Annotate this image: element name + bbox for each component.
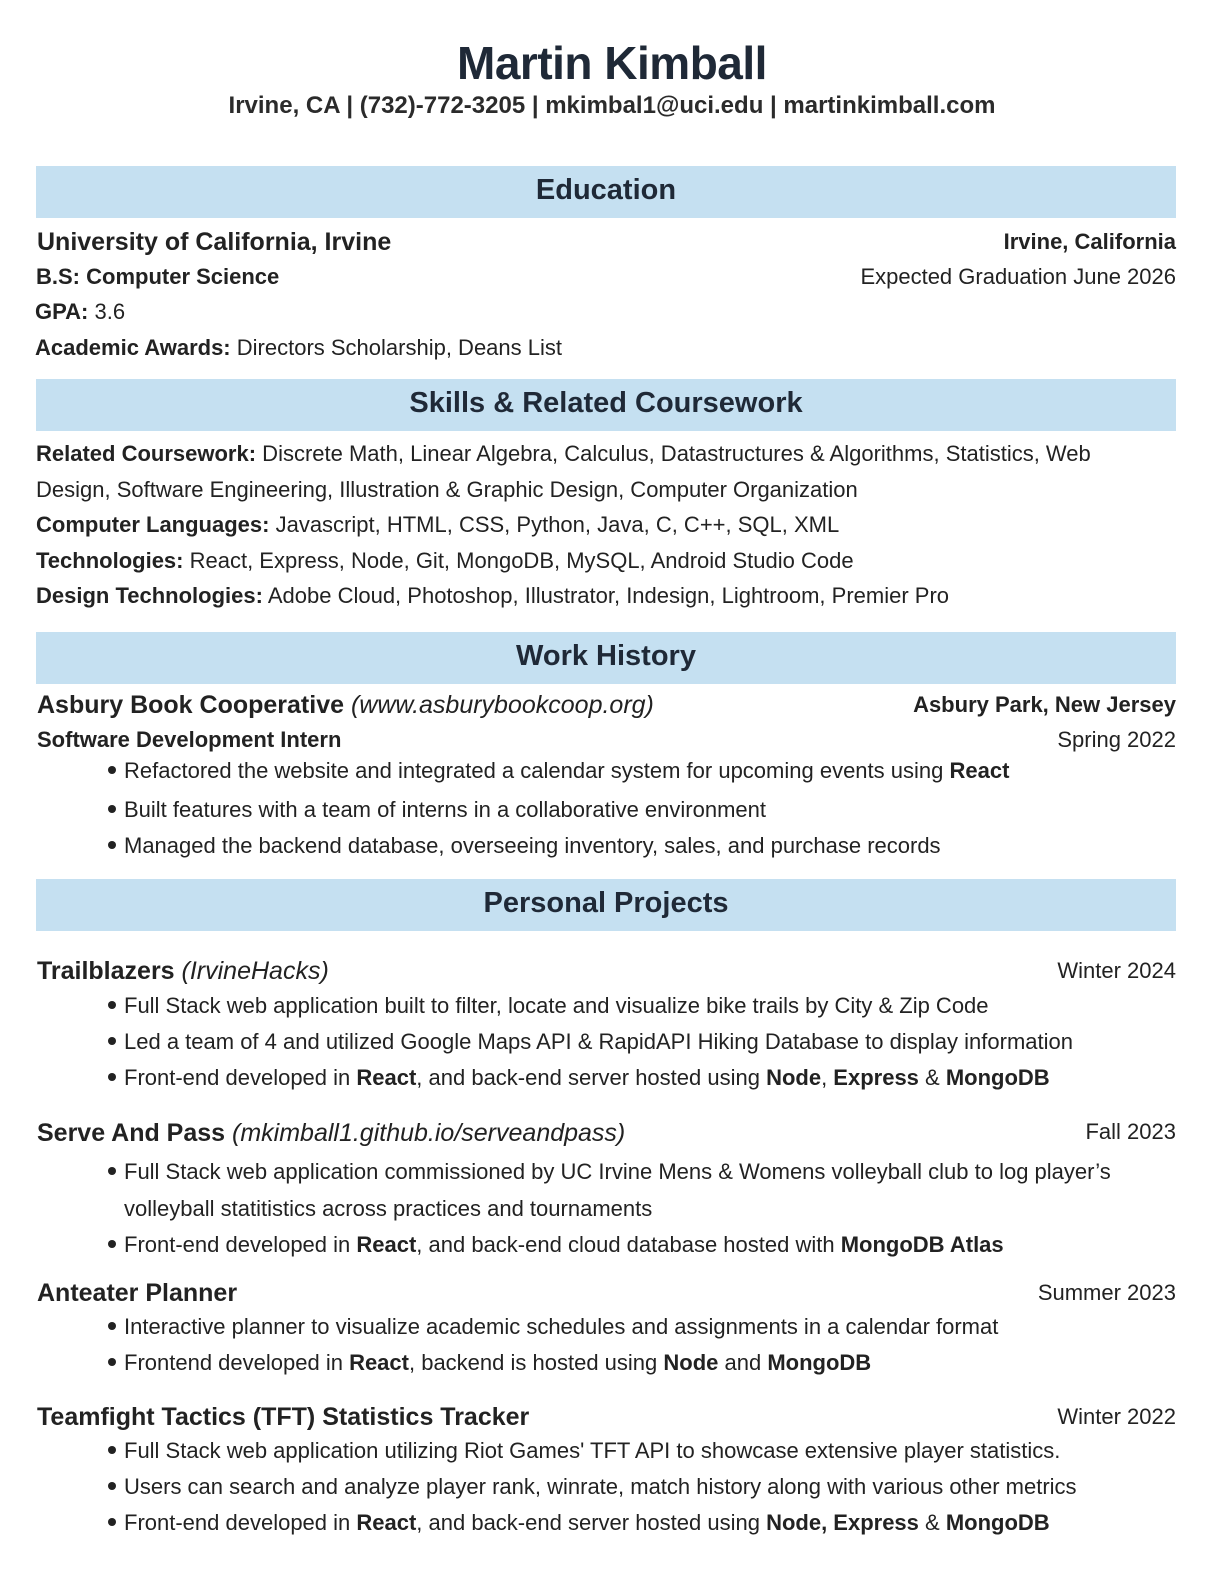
- bullet-text: ,: [821, 1065, 834, 1090]
- project-name: Anteater Planner: [37, 1279, 238, 1307]
- project-date: Fall 2023: [1085, 1119, 1176, 1144]
- bullet-bold: Node: [663, 1350, 719, 1375]
- list-item: [108, 758, 1009, 784]
- technologies-value: React, Express, Node, Git, MongoDB, MySQL, Android Studio Code: [183, 548, 854, 573]
- design-tech-label: Design Technologies:: [36, 583, 263, 608]
- bullet-text: , and back-end server hosted using: [416, 1065, 767, 1090]
- section-title: Education: [535, 174, 677, 206]
- coursework-line-2: Design, Software Engineering, Illustration & Graphic Design, Computer Organization: [36, 477, 858, 502]
- bullet-icon: [108, 1446, 116, 1454]
- section-projects-header: [36, 879, 1176, 931]
- project-name: Trailblazers: [37, 957, 175, 985]
- bullet-text: Front-end developed in: [124, 1065, 357, 1090]
- bullet-text: Interactive planner to visualize academic schedules and assignments in a calendar format: [124, 1314, 999, 1339]
- coursework-value: Discrete Math, Linear Algebra, Calculus, Datastructures & Algorithms, Statistics, Web: [256, 441, 1091, 466]
- bullet-text: Managed the backend database, overseeing inventory, sales, and purchase records: [124, 833, 941, 858]
- project-tag: (IrvineHacks): [181, 957, 329, 985]
- list-item: [108, 1065, 1050, 1091]
- section-title: Skills & Related Coursework: [409, 387, 803, 419]
- bullet-text: Frontend developed in: [124, 1350, 350, 1375]
- project-tag: (mkimball1.github.io/serveandpass): [232, 1119, 626, 1147]
- bullet-bold: MongoDB Atlas: [840, 1232, 1004, 1257]
- list-item: [108, 1029, 1073, 1055]
- bullet-icon: [108, 1240, 116, 1248]
- bullet-bold: MongoDB: [945, 1065, 1050, 1090]
- bullet-text: Led a team of 4 and utilized Google Maps API & RapidAPI Hiking Database to display information: [124, 1029, 1073, 1054]
- bullet-text: , and back-end server hosted using: [416, 1510, 767, 1535]
- job-role: Software Development Intern: [37, 727, 342, 752]
- bullet-text: , and back-end cloud database hosted with: [416, 1232, 841, 1257]
- section-education-header: [36, 166, 1176, 218]
- section-title: Personal Projects: [483, 887, 729, 919]
- coursework-label: Related Coursework:: [36, 441, 257, 466]
- bullet-text: Full Stack web application built to filter, locate and visualize bike trails by City & Zip Code: [124, 993, 989, 1018]
- list-item: [108, 1159, 1111, 1185]
- awards-value: Directors Scholarship, Deans List: [230, 335, 562, 360]
- bullet-text: &: [918, 1510, 946, 1535]
- bullet-icon: [108, 1073, 116, 1081]
- bullet-icon: [108, 1322, 116, 1330]
- project-date: Winter 2022: [1057, 1404, 1176, 1429]
- gpa-label: GPA:: [35, 299, 89, 324]
- bullet-bold: Node: [766, 1065, 822, 1090]
- bullet-icon: [108, 1518, 116, 1526]
- bullet-icon: [108, 1167, 116, 1175]
- languages-line: [36, 512, 839, 538]
- section-work-header: [36, 632, 1176, 684]
- graduation-date: Expected Graduation June 2026: [860, 264, 1176, 289]
- design-tech-value: Adobe Cloud, Photoshop, Illustrator, Indesign, Lightroom, Premier Pro: [262, 583, 950, 608]
- school-location: Irvine, California: [1003, 229, 1176, 254]
- bullet-icon: [108, 1037, 116, 1045]
- project-title: [37, 957, 329, 986]
- section-skills-header: [36, 379, 1176, 431]
- bullet-bold: React: [349, 1350, 409, 1375]
- coursework-line: [36, 441, 1091, 467]
- bullet-icon: [108, 805, 116, 813]
- bullet-bold: Node, Express: [766, 1510, 919, 1535]
- section-title: Work History: [516, 640, 696, 672]
- bullet-text: Front-end developed in: [124, 1232, 357, 1257]
- languages-label: Computer Languages:: [36, 512, 270, 537]
- technologies-line: [36, 548, 854, 574]
- work-location: Asbury Park, New Jersey: [913, 692, 1176, 717]
- list-item: [108, 1438, 1060, 1464]
- bullet-text: Full Stack web application commissioned by UC Irvine Mens & Womens volleyball club to log player’s: [124, 1159, 1111, 1184]
- bullet-icon: [108, 1482, 116, 1490]
- list-item: [108, 797, 766, 823]
- bullet-bold: MongoDB: [945, 1510, 1050, 1535]
- gpa-line: [35, 299, 125, 325]
- bullet-text: Front-end developed in: [124, 1510, 357, 1535]
- bullet-icon: [108, 1358, 116, 1366]
- list-item: [108, 1474, 1077, 1500]
- list-item: [108, 833, 941, 859]
- awards-line: [35, 335, 562, 361]
- bullet-bold: React: [356, 1232, 417, 1257]
- candidate-name: Martin Kimball: [457, 37, 767, 89]
- contact-line: Irvine, CA | (732)-772-3205 | mkimbal1@uci.edu | martinkimball.com: [228, 92, 996, 119]
- bullet-bold: Express: [833, 1065, 919, 1090]
- bullet-text: , backend is hosted using: [408, 1350, 664, 1375]
- list-item: [108, 1350, 871, 1376]
- company-name: Asbury Book Cooperative: [37, 691, 345, 719]
- bullet-bold: React: [356, 1065, 417, 1090]
- company-url: (www.asburybookcoop.org): [350, 691, 654, 719]
- list-item: [108, 1314, 998, 1340]
- list-item: [108, 1510, 1050, 1536]
- list-item: [108, 1232, 1004, 1258]
- bullet-text: &: [918, 1065, 946, 1090]
- list-item: [108, 993, 989, 1019]
- bullet-text: Refactored the website and integrated a calendar system for upcoming events using: [124, 758, 950, 783]
- awards-label: Academic Awards:: [35, 335, 231, 360]
- bullet-text: and: [718, 1350, 768, 1375]
- bullet-icon: [108, 841, 116, 849]
- school-name: University of California, Irvine: [37, 228, 392, 256]
- company-line: [37, 691, 654, 720]
- project-date: Winter 2024: [1057, 958, 1176, 983]
- project-date: Summer 2023: [1037, 1280, 1176, 1305]
- languages-value: Javascript, HTML, CSS, Python, Java, C, C++, SQL, XML: [269, 512, 840, 537]
- technologies-label: Technologies:: [36, 548, 184, 573]
- bullet-icon: [108, 1001, 116, 1009]
- bullet-bold: React: [356, 1510, 417, 1535]
- project-name: Teamfight Tactics (TFT) Statistics Tracker: [37, 1403, 530, 1431]
- bullet-bold: MongoDB: [767, 1350, 872, 1375]
- project-title: [37, 1119, 625, 1148]
- bullet-icon: [108, 766, 116, 774]
- project-name: Serve And Pass: [37, 1119, 226, 1147]
- bullet-bold: React: [949, 758, 1010, 783]
- bullet-text: Built features with a team of interns in a collaborative environment: [124, 797, 766, 822]
- degree: B.S: Computer Science: [36, 264, 280, 289]
- bullet-text: Full Stack web application utilizing Riot Games' TFT API to showcase extensive player statistics.: [124, 1438, 1061, 1463]
- design-tech-line: [36, 583, 949, 609]
- job-date: Spring 2022: [1057, 727, 1176, 752]
- bullet-text: Users can search and analyze player rank, winrate, match history along with various other metrics: [124, 1474, 1077, 1499]
- gpa-value: 3.6: [88, 299, 126, 324]
- list-item-continuation: volleyball statitistics across practices and tournaments: [124, 1196, 653, 1221]
